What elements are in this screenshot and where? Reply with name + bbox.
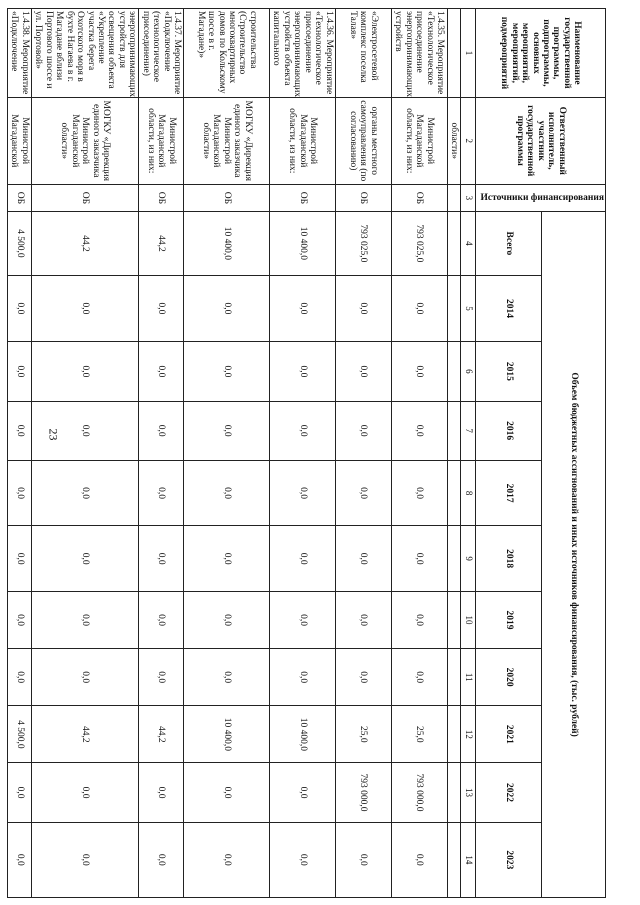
column-number: 11 [461,649,476,706]
cell-year-value: 0,0 [139,526,184,592]
header-executor: Ответственный исполнитель, участник государственной программы [476,97,606,184]
cell-year-value: 10 400,0 [184,706,270,763]
cell-year-value: 0,0 [184,649,270,706]
header-name: Наименование государственной программы, подпрограммы, основных мероприятий, мероприятий, подмероприятий [476,9,606,98]
cell-year-value: 0,0 [270,649,336,706]
table-row [270,9,336,898]
cell-executor: Министрой Магаданской области, из них: [391,97,447,184]
cell-name: «Электросетевой комплекс поселка Талая» [335,9,391,98]
header-year: 2022 [476,763,542,822]
cell-year-value: 0,0 [139,401,184,460]
cell-year-value: 0,0 [31,526,138,592]
header-funding-group: Объем бюджетных ассигнований и иных источников финансирования, (тыс. рублей) [542,212,606,898]
cell-year-value: 0,0 [31,591,138,648]
column-number: 7 [461,401,476,460]
cell-year-value: 0,0 [270,342,336,401]
cell-year-value: 25,0 [335,706,391,763]
cell-year-value: 0,0 [7,526,31,592]
cell-year-value: 0,0 [335,591,391,648]
cell-year-value: 0,0 [7,649,31,706]
cell-year-value: 793 000,0 [391,763,447,822]
cell-year-value: 44,2 [139,706,184,763]
cell-year-value: 0,0 [270,526,336,592]
column-number: 6 [461,342,476,401]
cell-name: 1.4.38. Мероприятие «Подключение [7,9,31,98]
cell-year-value: 0,0 [335,342,391,401]
column-number: 2 [461,97,476,184]
header-year: 2019 [476,591,542,648]
cell-executor: Министрой Магаданской области, из них: [270,97,336,184]
cell-source: ОБ [391,184,447,212]
header-total: Всего [476,212,542,275]
cell-year-value: 0,0 [7,460,31,526]
column-number: 14 [461,822,476,897]
cell-year-value: 0,0 [31,401,138,460]
cell-year-value: 0,0 [139,822,184,897]
cell-name: энергопринимающих устройств для освещения объекта «Укрепление участка берега Охотского моря в бухте Нагаева в г. Магадане вблизи Портового шоссе и ул. Портовой» [31,9,138,98]
cell-year-value: 0,0 [7,401,31,460]
column-number: 10 [461,591,476,648]
cell-year-value [447,526,460,592]
cell-year-value: 0,0 [184,401,270,460]
cell-total: 793 025,0 [335,212,391,275]
header-year: 2016 [476,401,542,460]
column-number: 12 [461,706,476,763]
cell-year-value [447,822,460,897]
cell-year-value: 0,0 [184,591,270,648]
cell-year-value: 0,0 [270,275,336,342]
cell-executor: Министрой Магаданской области, из них: [139,97,184,184]
cell-year-value: 10 400,0 [270,706,336,763]
cell-year-value: 0,0 [391,526,447,592]
cell-year-value: 0,0 [139,649,184,706]
cell-total: 44,2 [31,212,138,275]
column-number: 8 [461,460,476,526]
table-row [184,9,270,898]
header-year: 2017 [476,460,542,526]
cell-year-value: 0,0 [270,822,336,897]
cell-year-value: 0,0 [270,460,336,526]
table-row [335,9,391,898]
cell-source: ОБ [7,184,31,212]
cell-year-value [447,460,460,526]
cell-year-value: 0,0 [31,822,138,897]
cell-name: 1.4.35. Мероприятие «Технологическое присоединение энергопринимающих устройств [391,9,447,98]
cell-year-value: 793 000,0 [335,763,391,822]
cell-total: 4 500,0 [7,212,31,275]
cell-year-value: 0,0 [184,460,270,526]
header-year: 2020 [476,649,542,706]
cell-name: 1.4.36. Мероприятие «Технологическое присоединение энергопринимающих устройств объекта капитального [270,9,336,98]
cell-name [447,9,460,98]
rotated-table-wrapper [7,8,606,898]
cell-year-value: 0,0 [270,591,336,648]
cell-year-value: 0,0 [184,275,270,342]
cell-executor: Министрой Магаданской [7,97,31,184]
cell-total: 10 400,0 [270,212,336,275]
cell-year-value: 0,0 [7,342,31,401]
cell-year-value [447,401,460,460]
cell-total: 793 025,0 [391,212,447,275]
cell-executor: области» [447,97,460,184]
cell-year-value: 0,0 [139,591,184,648]
table-row [391,9,447,898]
cell-year-value: 0,0 [335,649,391,706]
cell-total: 44,2 [139,212,184,275]
table-row [31,9,138,898]
page-number: 23 [46,428,61,441]
cell-year-value: 0,0 [391,342,447,401]
cell-year-value: 0,0 [184,526,270,592]
cell-year-value: 0,0 [184,342,270,401]
cell-year-value: 0,0 [139,763,184,822]
cell-year-value: 0,0 [335,460,391,526]
table-row [7,9,31,898]
cell-year-value: 0,0 [7,275,31,342]
cell-year-value: 0,0 [335,822,391,897]
column-number: 9 [461,526,476,592]
cell-year-value [447,591,460,648]
header-year: 2021 [476,706,542,763]
header-year: 2018 [476,526,542,592]
cell-year-value: 44,2 [31,706,138,763]
cell-year-value: 0,0 [139,275,184,342]
cell-source: ОБ [31,184,138,212]
cell-year-value: 25,0 [391,706,447,763]
cell-year-value: 0,0 [31,460,138,526]
header-source-cell [476,184,606,212]
funding-table [7,8,606,898]
cell-year-value: 0,0 [7,822,31,897]
cell-year-value: 0,0 [184,763,270,822]
cell-year-value: 0,0 [31,649,138,706]
table-row [447,9,460,898]
cell-name: 1.4.37. Мероприятие «Подключение (технологическое присоединение) [139,9,184,98]
cell-source: ОБ [139,184,184,212]
table-row [139,9,184,898]
cell-year-value: 0,0 [31,342,138,401]
cell-year-value: 0,0 [139,460,184,526]
column-number: 13 [461,763,476,822]
cell-year-value [447,275,460,342]
cell-year-value [447,706,460,763]
cell-year-value: 0,0 [270,763,336,822]
cell-year-value [447,763,460,822]
table-body [7,9,460,898]
cell-year-value: 0,0 [391,460,447,526]
cell-source: ОБ [270,184,336,212]
cell-year-value [447,342,460,401]
cell-source: ОБ [335,184,391,212]
cell-year-value: 0,0 [270,401,336,460]
cell-total: 10 400,0 [184,212,270,275]
cell-year-value: 0,0 [335,401,391,460]
header-year: 2023 [476,822,542,897]
cell-year-value: 0,0 [7,591,31,648]
column-number: 1 [461,9,476,98]
cell-executor: МОГКУ «Дирекция единого заказчика Министрой Магаданской области» [184,97,270,184]
cell-year-value: 0,0 [139,342,184,401]
cell-year-value: 0,0 [391,401,447,460]
column-number: 3 [461,184,476,212]
cell-source: ОБ [184,184,270,212]
cell-name: строительства (Строительство многоквартирных домов по Кольскому шоссе в г. Магадане)» [184,9,270,98]
header-year: 2015 [476,342,542,401]
cell-total [447,212,460,275]
cell-year-value: 0,0 [31,763,138,822]
cell-year-value: 0,0 [184,822,270,897]
cell-year-value: 0,0 [391,591,447,648]
cell-executor: органы местного самоуправления (по согласованию) [335,97,391,184]
header-source: Источники финансирования [480,192,604,203]
column-number: 5 [461,275,476,342]
cell-year-value: 0,0 [335,526,391,592]
cell-year-value: 0,0 [31,275,138,342]
cell-year-value [447,649,460,706]
cell-year-value: 0,0 [391,649,447,706]
cell-year-value: 0,0 [391,275,447,342]
cell-year-value: 4 500,0 [7,706,31,763]
cell-source [447,184,460,212]
column-number-row [461,9,476,898]
column-number: 4 [461,212,476,275]
cell-executor: МОГКУ «Дирекция единого заказчика Министрой Магаданской области» [31,97,138,184]
cell-year-value: 0,0 [391,822,447,897]
cell-year-value: 0,0 [7,763,31,822]
cell-year-value: 0,0 [335,275,391,342]
header-year: 2014 [476,275,542,342]
